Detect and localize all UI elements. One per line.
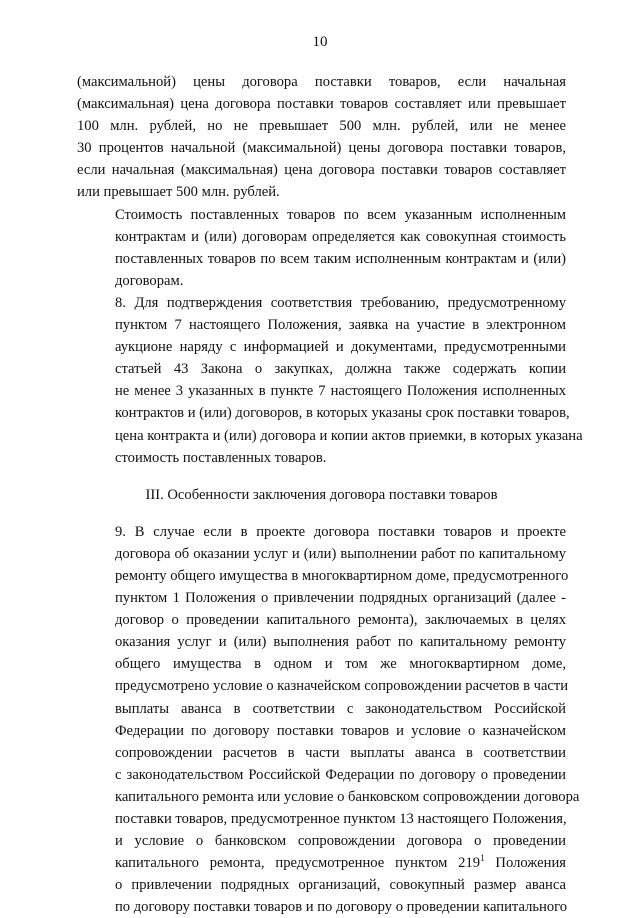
text-line: поставки товаров, предусмотренное пунктом 13 настоящего Положения,: [115, 811, 567, 827]
text-line: и условие о банковском сопровождении договора о проведении: [115, 833, 566, 850]
document-body: [77, 71, 583, 918]
text-line: пунктом 7 настоящего Положения, заявка на участие в электронном: [115, 317, 566, 334]
text-line: ремонту общего имущества в многоквартирном доме, предусмотренного: [115, 567, 569, 584]
text-line-with-superscript: [77, 852, 566, 874]
text-line: Стоимость поставленных товаров по всем указанным исполненным: [115, 206, 566, 223]
section-heading: III. Особенности заключения договора поставки товаров: [145, 486, 498, 503]
text-line: аукционе наряду с информацией и документами, предусмотренными: [115, 339, 566, 356]
line-text: Положения: [484, 855, 566, 872]
text-line: о привлечении подрядных организаций, совокупный размер аванса: [115, 877, 566, 894]
paragraph-item-8: [77, 292, 583, 469]
text-line: договорам.: [115, 272, 184, 289]
text-line: сопровождении расчетов в части выплаты аванса в соответствии: [115, 744, 566, 761]
text-line: поставленных товаров по всем таким исполненным контрактам и (или): [115, 250, 566, 267]
text-line: по договору поставки товаров и по договору о проведении капитального: [115, 899, 568, 916]
line-text: капитального ремонта, предусмотренное пунктом 219: [115, 855, 481, 872]
text-line: не менее 3 указанных в пункте 7 настоящего Положения исполненных: [115, 383, 566, 400]
text-line: (максимальная) цена договора поставки товаров составляет или превышает: [77, 96, 566, 113]
text-line: 9. В случае если в проекте договора поставки товаров и проекте: [115, 523, 566, 540]
text-line: предусмотрено условие о казначейском сопровождении расчетов в части: [115, 678, 569, 695]
superscript-index: 1: [480, 853, 485, 864]
text-line: оказания услуг и (или) выполнения работ по капитальному ремонту: [115, 634, 566, 651]
text-line: капитального ремонта или условие о банковском сопровождении договора: [115, 788, 580, 805]
text-line: контрактам и (или) договорам определяется как совокупная стоимость: [115, 228, 566, 245]
text-line: с законодательством Российской Федерации по договору о проведении: [115, 766, 566, 783]
text-line: 30 процентов начальной (максимальной) цены договора поставки товаров,: [77, 140, 566, 157]
text-line: 100 млн. рублей, но не превышает 500 млн. рублей, или не менее: [77, 118, 566, 135]
text-line: пунктом 1 Положения о привлечении подрядных организаций (далее -: [115, 590, 566, 607]
paragraph-price-thresholds: [77, 71, 566, 204]
text-line: договор о проведении капитального ремонта), заключаемых в целях: [115, 612, 566, 629]
text-line: стоимость поставленных товаров.: [115, 449, 327, 466]
page-number: 10: [312, 34, 328, 50]
text-line: статьей 43 Закона о закупках, должна также содержать копии: [115, 361, 566, 378]
text-line: 8. Для подтверждения соответствия требованию, предусмотренному: [115, 294, 566, 311]
text-line: контрактов и (или) договоров, в которых указаны срок поставки товаров,: [115, 405, 570, 422]
text-line: цена контракта и (или) договора и копии актов приемки, в которых указана: [115, 427, 583, 444]
text-line: Федерации по договору поставки товаров и условие о казначейском: [115, 722, 566, 739]
text-line: (максимальной) цены договора поставки товаров, если начальная: [77, 74, 566, 90]
paragraph-item-9: [77, 521, 580, 918]
text-line: выплаты аванса в соответствии с законодательством Российской: [115, 700, 566, 717]
text-line: общего имущества в одном и том же многоквартирном доме,: [115, 656, 566, 673]
paragraph-goods-cost: [77, 204, 566, 292]
text-line: или превышает 500 млн. рублей.: [77, 184, 280, 201]
text-line: если начальная (максимальная) цена договора поставки товаров составляет: [77, 162, 566, 179]
text-line: договора об оказании услуг и (или) выполнении работ по капитальному: [115, 545, 566, 562]
